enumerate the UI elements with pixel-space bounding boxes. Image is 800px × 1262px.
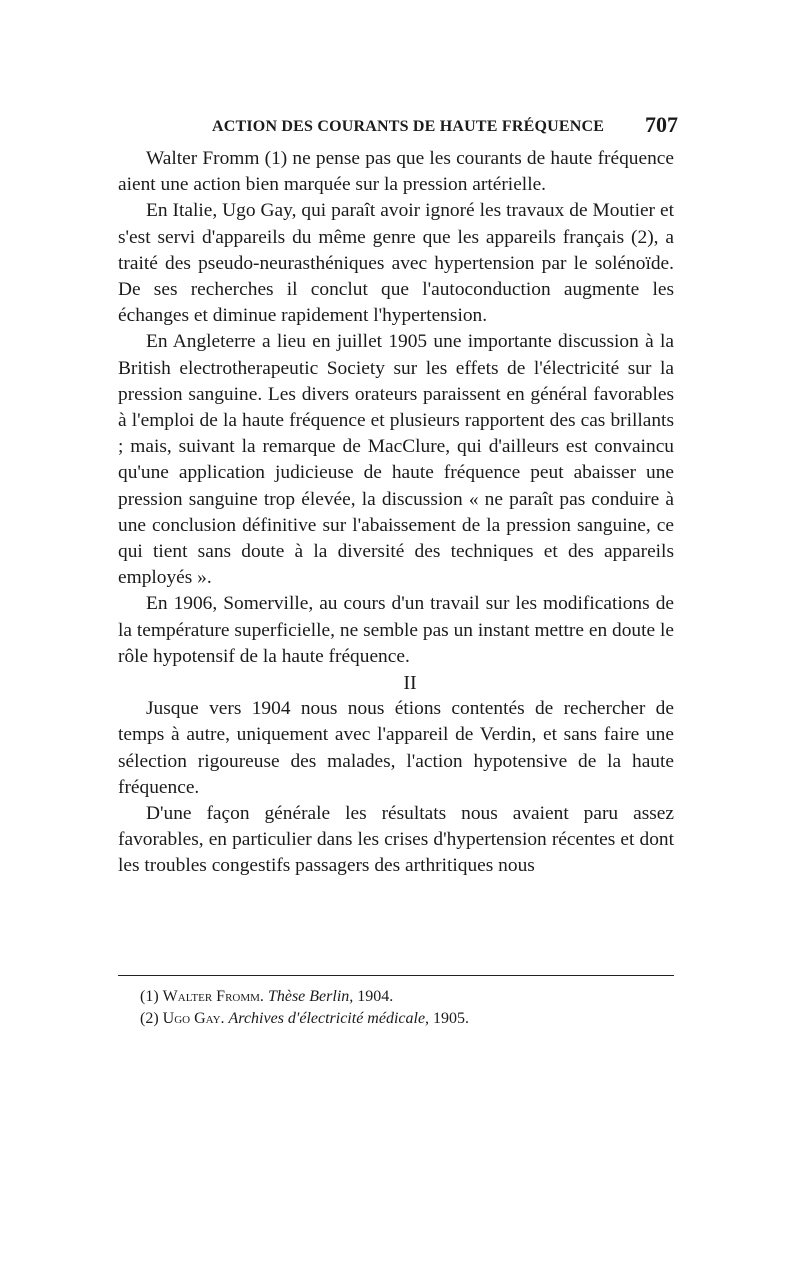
footnote-marker: (1) <box>140 988 159 1005</box>
footnote-year: 1905. <box>433 1010 470 1027</box>
paragraph: En Angleterre a lieu en juillet 1905 une importante discussion à la British electrotherapeutic Society sur les effets de l'électricité sur la pression sanguine. Les divers orateurs paraissent en général favorables à l'emploi de la haute fréquence et plusieurs rapportent des cas brillants ; mais, suivant la remarque de MacClure, qui d'ailleurs est convaincu qu'une application judicieuse de haute fréquence peut abaisser une pression sanguine trop élevée, la discussion « ne paraît pas conduire à une conclusion définitive sur l'abaissement de la pression sanguine, ce qui tient sans doute à la diversité des techniques et des appareils employés ». <box>118 331 674 589</box>
body-text <box>118 146 674 880</box>
footnote-author: Ugo Gay. <box>162 1010 225 1027</box>
footnote-author: Walter Fromm. <box>162 988 264 1005</box>
paragraph: En Italie, Ugo Gay, qui paraît avoir ignoré les travaux de Moutier et s'est servi d'appareils du même genre que les appareils français (2), a traité des pseudo-neurasthéniques avec hypertension par le solénoïde. De ses recherches il conclut que l'autoconduction augmente les échanges et diminue rapidement l'hypertension. <box>118 200 674 327</box>
footnotes <box>140 986 660 1030</box>
paragraph: En 1906, Somerville, au cours d'un travail sur les modifications de la température superficielle, ne semble pas un instant mettre en doute le rôle hypotensif de la haute fréquence. <box>118 593 674 667</box>
running-head: ACTION DES COURANTS DE HAUTE FRÉQUENCE <box>212 118 605 135</box>
paragraph: Jusque vers 1904 nous nous étions contentés de rechercher de temps à autre, uniquement avec l'appareil de Verdin, et sans faire une sélection rigoureuse des malades, l'action hypotensive de la haute fréquence. <box>118 698 674 798</box>
paragraph: Walter Fromm (1) ne pense pas que les courants de haute fréquence aient une action bien marquée sur la pression artérielle. <box>118 148 674 196</box>
footnote-title: Thèse Berlin, <box>267 988 354 1005</box>
page-number: 707 <box>645 112 678 137</box>
paragraph: D'une façon générale les résultats nous avaient paru assez favorables, en particulier dans les crises d'hypertension récentes et dont les troubles congestifs passagers des arthritiques nous <box>118 803 674 877</box>
page-header <box>128 112 678 140</box>
footnote-divider <box>118 975 674 976</box>
footnote <box>140 986 660 1008</box>
footnote-marker: (2) <box>140 1010 159 1027</box>
section-heading: II <box>403 672 417 695</box>
footnote-year: 1904. <box>357 988 394 1005</box>
footnote-title: Archives d'électricité médicale, <box>228 1010 430 1027</box>
footnote <box>140 1008 660 1030</box>
